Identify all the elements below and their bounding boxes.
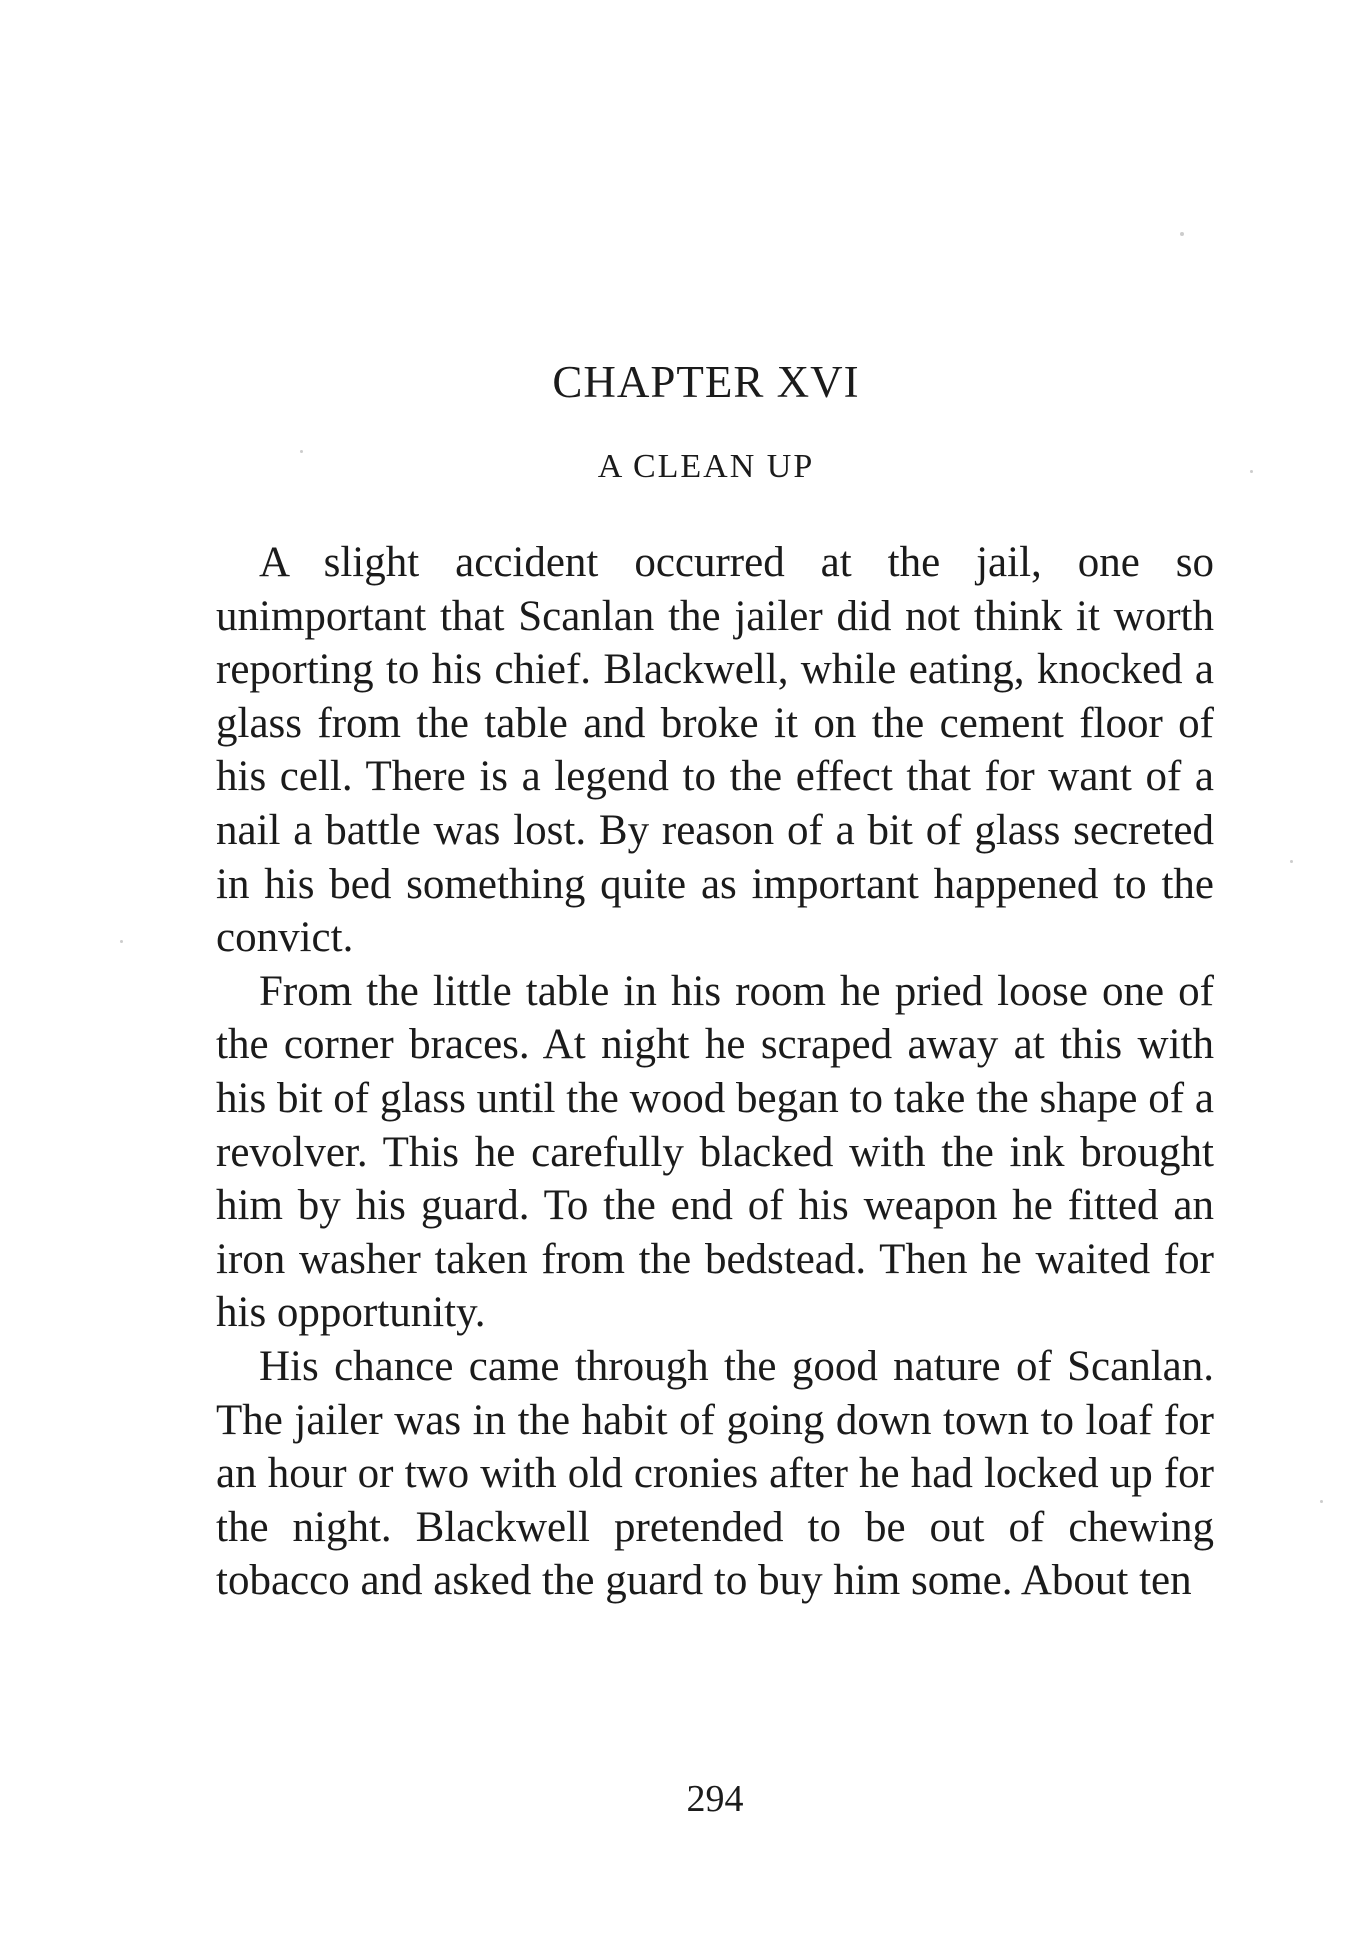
paragraph: His chance came through the good nature of Scanlan. The jailer was in the habit of going down town to loaf for an hour or two with old cronies after he had locked up for the night. Blackwell pretended to be out of chewing tobacco and asked the guard to buy him some. About ten [216,1342,1214,1605]
scan-speck [1290,860,1293,863]
chapter-title: A CLEAN UP [597,448,815,485]
chapter-number: CHAPTER XVI [552,357,860,407]
scan-speck [1320,1500,1323,1503]
scan-speck [300,450,303,453]
chapter-body [216,536,1214,1608]
scan-speck [1180,232,1184,236]
scan-speck [120,940,123,943]
paragraph: From the little table in his room he pried loose one of the corner braces. At night he scraped away at this with his bit of glass until the wood began to take the shape of a revolver. This he carefully blacked with the ink brought him by his guard. To the end of his weapon he fitted an iron washer taken from the bedstead. Then he waited for his opportunity. [216,967,1214,1337]
paragraph: A slight accident occurred at the jail, one so unimportant that Scanlan the jailer did not think it worth reporting to his chief. Blackwell, while eating, knocked a glass from the table and broke it on the cement floor of his cell. There is a legend to the effect that for want of a nail a battle was lost. By reason of a bit of glass secreted in his bed something quite as important happened to the convict. [216,539,1214,962]
scan-speck [1250,470,1253,473]
page-number: 294 [686,1778,744,1820]
